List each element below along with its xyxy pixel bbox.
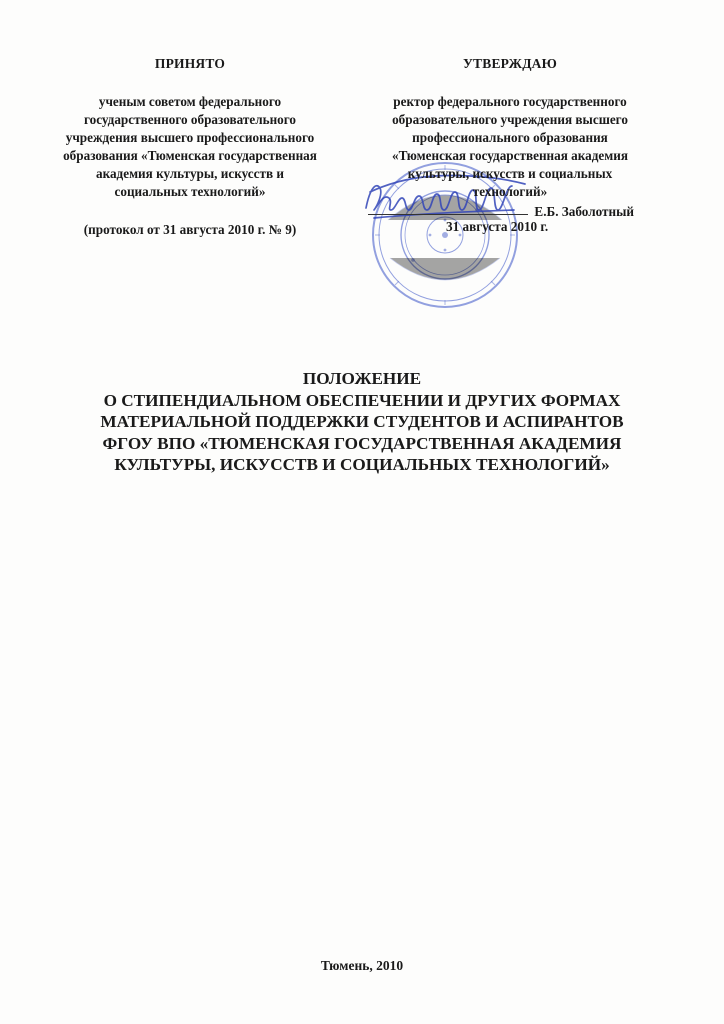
approved-line: академия культуры, искусств и (95, 166, 285, 181)
approved-line: социальных технологий» (114, 184, 266, 199)
confirm-line: культуры, искусств и социальных (407, 166, 613, 181)
approved-line: ученым советом федерального (98, 94, 282, 109)
confirm-line: образовательного учреждения высшего (392, 112, 628, 127)
approved-line: учреждения высшего профессионального (65, 130, 315, 145)
confirm-line: ректор федерального государственного (393, 94, 627, 109)
approved-heading: ПРИНЯТО (154, 56, 226, 71)
title-line: КУЛЬТУРЫ, ИСКУССТВ И СОЦИАЛЬНЫХ ТЕХНОЛОГИЙ» (114, 455, 610, 474)
signer-name: Е.Б. Заболотный (534, 204, 634, 219)
confirm-line: профессионального образования (412, 130, 608, 145)
document-title (30, 368, 694, 476)
title-line: О СТИПЕНДИАЛЬНОМ ОБЕСПЕЧЕНИИ И ДРУГИХ ФОРМАХ (103, 390, 621, 410)
approved-block (40, 55, 340, 239)
signature-line (368, 214, 528, 215)
confirm-heading: УТВЕРЖДАЮ (462, 56, 558, 71)
protocol-text: (протокол от 31 августа 2010 г. № 9) (83, 222, 297, 237)
footer-place-year: Тюмень, 2010 (320, 958, 404, 973)
confirm-line: «Тюменская государственная академия (392, 148, 628, 163)
approved-line: государственного образовательного (83, 112, 297, 127)
confirm-block (345, 55, 675, 201)
confirm-line: технологий» (472, 184, 548, 199)
signature-date: 31 августа 2010 г. (446, 219, 549, 234)
title-line: ФГОУ ВПО «ТЮМЕНСКАЯ ГОСУДАРСТВЕННАЯ АКАДЕМИЯ (102, 433, 622, 453)
title-line: ПОЛОЖЕНИЕ (302, 369, 422, 388)
approved-line: образования «Тюменская государственная (63, 148, 317, 163)
title-line: МАТЕРИАЛЬНОЙ ПОДДЕРЖКИ СТУДЕНТОВ И АСПИРАНТОВ (100, 412, 624, 431)
